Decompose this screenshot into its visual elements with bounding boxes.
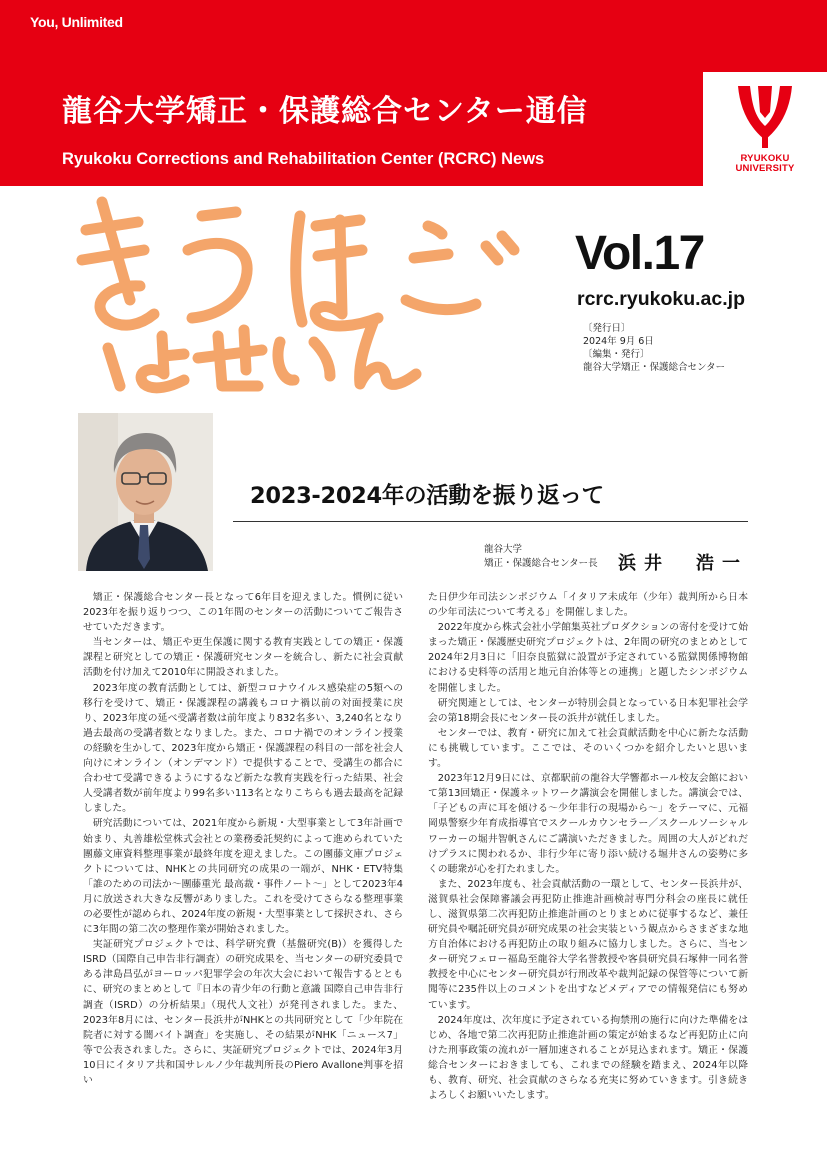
- paragraph: 2022年度から株式会社小学館集英社プロダクションの寄付を受けて始まった矯正・保護歴史研究プロジェクトは、2年間の研究のまとめとして2024年2月3日に「旧奈良監獄に設置が予定されている監獄関係博物館における史料等の活用と地元自治体等との連携」と題したシンポジウムを開催しました。: [428, 622, 748, 694]
- author-affiliation-line1: 龍谷大学: [484, 544, 523, 555]
- author-photo: [78, 413, 213, 571]
- publisher: 龍谷大学矯正・保護総合センター: [583, 362, 726, 373]
- tagline: You, Unlimited: [30, 14, 123, 30]
- logo-text-line1: RYUKOKU: [740, 153, 790, 164]
- paragraph: 研究活動については、2021年度から新規・大型事業として3年計画で始まり、丸善雄松堂株式会社との業務委託契約によって進められていた團藤文庫資料整理事業が最終年度を迎えました。この團藤文庫プロジェクトについては、NHKとの共同研究の成果の一端が、NHK・ETV特集「誰のための司法か～團藤重光 最高裁・事件ノート～」として2023年4月に放送され大きな反響がありました。これを受けてさらなる整理事業の必要性が認められ、2024年度の新規・大型事業として採択され、さらに3年間の第二次の整理作業が開始されました。: [83, 818, 404, 936]
- article-title: 2023-2024年の活動を振り返って: [250, 483, 604, 509]
- paragraph: た日伊少年司法シンポジウム「イタリア未成年（少年）裁判所から日本の少年司法について考える」を開催しました。: [428, 592, 748, 619]
- newsletter-title-jp: 龍谷大学矯正・保護総合センター通信: [62, 94, 588, 129]
- volume-number: Vol.17: [575, 227, 704, 280]
- issue-date: 2024年 9月 6日: [583, 336, 654, 347]
- paragraph: 2023年度の教育活動としては、新型コロナウイルス感染症の5類への移行を受けて、矯正・保護課程の講義もコロナ禍以前の対面授業に戻り、2023年度の延べ受講者数は前年度より832名多い、3,240名となり過去最高の受講者数となりました。また、コロナ禍でのオンライン授業の経験を生かして、2023年度から矯正・保護課程の科目の一部を社会人向けにオンライン（オンデマンド）で提供することで、受講生の都合に合わせて受講できるようにするなど新たな教育実践を行った結果、社会人受講者数が前年度より99名多い113名となりこちらも過去最高を記録しました。: [83, 682, 403, 815]
- title-divider: [233, 521, 748, 522]
- university-logo[interactable]: [703, 72, 827, 194]
- logo-text-line2: UNIVERSITY: [735, 163, 795, 174]
- ryukoku-emblem-icon: [734, 82, 796, 152]
- newsletter-title-en: Ryukoku Corrections and Rehabilitation Center (RCRC) News: [62, 150, 545, 168]
- author-affiliation: [484, 543, 598, 571]
- paragraph: 矯正・保護総合センター長となって6年目を迎えました。慣例に従い2023年を振り返りつつ、この1年間のセンターの活動についてご報告させていただきます。: [83, 592, 403, 634]
- issue-date-label: 〔発行日〕: [583, 323, 631, 334]
- publication-info: [583, 322, 725, 374]
- body-column-right: [428, 590, 748, 1103]
- author-affiliation-line2: 矯正・保護総合センター長: [484, 558, 598, 569]
- paragraph: 当センターは、矯正や更生保護に関する教育実践としての矯正・保護課程と研究としての矯正・保護研究センターを統合し、新たに社会貢献活動を付け加えて2010年に開設されました。: [83, 637, 403, 679]
- website-link[interactable]: rcrc.ryukoku.ac.jp: [577, 288, 745, 310]
- author-name: 浜井 浩一: [618, 553, 748, 574]
- publisher-label: 〔編集・発行〕: [583, 349, 650, 360]
- paragraph: 2024年度は、次年度に予定されている拘禁刑の施行に向けた準備をはじめ、各地で第二次再犯防止推進計画の策定が始まるなど再犯防止に向けた刑事政策の流れが一層加速されることが見込まれます。矯正・保護総合センターにおきましても、これまでの経験を踏まえ、2024年以降も、教育、研究、社会貢献のさらなる充実に努めていきます。引き続きよろしくお願いいたします。: [428, 1014, 748, 1102]
- paragraph: センターでは、教育・研究に加えて社会貢献活動を中心に新たな活動にも挑戦しています。ここでは、そのいくつかを紹介したいと思います。: [428, 727, 748, 770]
- paragraph: 実証研究プロジェクトでは、科学研究費（基盤研究(B)）を獲得したISRD（国際自己申告非行調査）の研究成果を、当センターの研究委員である津島昌弘がヨーロッパ犯罪学会の年次大会において報告するとともに、研究のまとめとして『日本の青少年の行動と意識 国際自己申告非行調査（ISRD）の分析結果』（現代人文社）が発刊されました。また、2023年8月には、センター長浜井がNHKとの共同研究として「少年院在院者に対する闇バイト調査」を実施し、その結果がNHK「ニュース7」等で公表されました。さらに、実証研究プロジェクトでは、2024年3月10日にイタリア共和国サレルノ少年裁判所長のPiero Avallone判事を招い: [83, 939, 403, 1086]
- body-column-left: [83, 590, 403, 1088]
- paragraph: 2023年12月9日には、京都駅前の龍谷大学響都ホール校友会館において第13回矯正・保護ネットワーク講演会を開催しました。講演会では、「子どもの声に耳を傾ける～少年非行の現場から～」をテーマに、元福岡県警察少年育成指導官でスクールカウンセラー／スクールソーシャルワーカーの堀井智帆さんにご講演いただきました。周囲の大人がどれだけプラスに関われるか、非行少年に寄り添い続ける堀井さんの姿勢に多くの聴衆が心を打たれました。: [428, 773, 748, 875]
- paragraph: 研究関連としては、センターが特別会員となっている日本犯罪社会学会の第18期会長にセンター長の浜井が就任しました。: [428, 697, 748, 724]
- kyousei-hogo-logo-icon: [68, 196, 538, 396]
- paragraph: また、2023年度も、社会貢献活動の一環として、センター長浜井が、滋賀県社会保障審議会再犯防止推進計画検討専門分科会の座長に就任し、滋賀県第二次再犯防止推進計画のとりまとめに従事するなど、兼任研究員や嘱託研究員が研究成果の社会実装という観点からさまざまな地方自治体における再犯防止の取り組みに協力しました。さらに、当センター研究フェロー福島至龍谷大学名誉教授や客員研究員石塚伸一同名誉教授を中心にセンター研究員が行刑改革や裁判記録の保管等について新聞等に235件以上のコメントを出すなどメディアでの情報発信にも努めています。: [428, 878, 748, 1011]
